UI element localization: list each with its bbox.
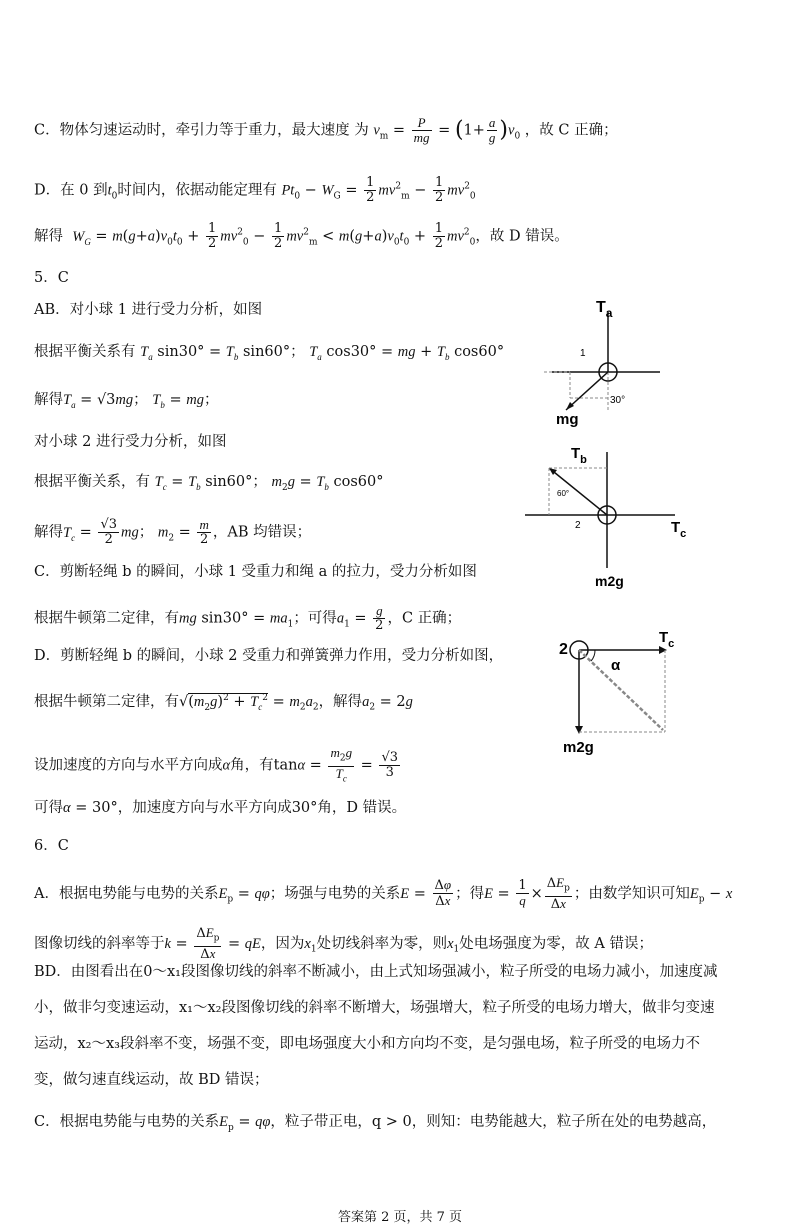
force-diagram-ball-2: [525, 440, 695, 590]
svg-text:Tb: $T_b$: [571, 445, 587, 466]
svg-text:Ta: $T_a$: [596, 299, 613, 320]
svg-text:α: α: [611, 657, 621, 674]
question-6-answer: 6．C: [34, 838, 69, 854]
q5-option-d-angle: 设加速度的方向与水平方向成α角，有tanα = $\frac{m_2g}{T_c}$ = $\frac{√3}{3}$: [34, 745, 398, 784]
force-diagram-ball-1: [530, 290, 670, 430]
q5-ball2-intro: 对小球 2 进行受力分析，如图: [34, 434, 227, 450]
q5-solve-ta: 解得$T_a = √3mg$； $T_b$ = mg；: [34, 392, 219, 410]
q6-bd-line4: 变，做匀速直线运动，故 BD 错误；: [34, 1072, 269, 1088]
svg-text:1: 1: [580, 348, 586, 359]
q5-option-c-newton: 根据牛顿第二定律，有mg $\sin 30^\circ = ma_1$；可得$a_1$ = $\frac{g}{2}$ ，C 正确；: [34, 603, 462, 633]
q5-balance-2: 根据平衡关系，有 $T_c = T_b$ sin60°； $m_2g = T_b$ cos60°: [34, 474, 384, 493]
svg-text:mg: mg: [556, 411, 579, 428]
q6-bd-line3: 运动，x₂～x₃段斜率不变，场强不变，即电场强度大小和方向均不变，是匀强电场，粒子所受的电场力不: [34, 1036, 700, 1052]
svg-text:2: 2: [575, 520, 581, 531]
q6-bd-line2: 小，做非匀变速运动，x₁～x₂段图像切线的斜率不断增大，场强增大，粒子所受的电场力增大，做非匀变速: [34, 1000, 715, 1016]
svg-text:Tc: $T_c$: [671, 519, 687, 540]
q6-option-a: A．根据电势能与电势的关系$E_p = q\varphi$；场强与电势的关系E = $\frac{\Delta\varphi}{\Delta x}$ ；得E = $\frac{1}{q}$ × $\frac{\Delta E_p}{\Delta x}$ ；由数学知识可知$E_p - x$: [34, 875, 733, 912]
svg-text:2: 2: [559, 641, 568, 658]
q5-option-c: C．剪断轻绳 b 的瞬间，小球 1 受重力和绳 a 的拉力，受力分析如图: [34, 564, 477, 580]
q5-balance-1: 根据平衡关系有 $T_a$ $\sin 30^\circ = T_b$ sin60°； $T_a$ cos30° = mg + $T_b$ cos60°: [34, 344, 505, 362]
q5-ab-intro: AB．对小球 1 进行受力分析，如图: [34, 302, 263, 318]
force-diagram-ball-2-cut: [555, 628, 695, 758]
option-d-q4: D．在 0 到$t_0$时间内，依据动能定理有 $Pt_0 - W_G$ = $\frac{1}{2}$ $mv^2_m$ − $\frac{1}{2}$ $mv^2_0$: [34, 175, 476, 205]
svg-text:m2g: m2g: [563, 739, 594, 756]
q5-solve-tc: 解得$T_c$ = $\frac{√3}{2}$ mg； $m_2$ = $\frac{m}{2}$ ，AB 均错误；: [34, 517, 312, 547]
q5-option-d: D．剪断轻绳 b 的瞬间，小球 2 受重力和弹簧弹力作用，受力分析如图，: [34, 648, 504, 664]
q6-option-a-slope: 图像切线的斜率等于k = $\frac{\Delta E_p}{\Delta x}$ = qE，因为$x_1$处切线斜率为零，则$x_1$处电场强度为零，故 A 错误；: [34, 925, 653, 962]
svg-text:Tc: $T_c$: [659, 629, 675, 650]
page-footer: 答案第 2 页，共 7 页: [337, 1210, 463, 1225]
svg-text:60°: 60°: [557, 489, 570, 498]
solve-wg: 解得 $W_G = m(g+a)v_0t_0$ + $\frac{1}{2}$ $mv^2_0$ − $\frac{1}{2}$ $mv^2_m < m(g+a)v_0t_0$ + $\frac{1}{2}$ $mv^2_0$，故 D 错误。: [34, 221, 569, 251]
svg-text:m2g: m2g: [595, 573, 624, 589]
option-c-q4: C．物体匀速运动时，牵引力等于重力，最大速度 为 $v_m$ = $\frac{P}{mg}$ = (1+ $\frac{a}{g}$ )$v_0$ ，故 C 正确；: [34, 115, 618, 145]
question-5-answer: 5．C: [34, 270, 69, 286]
q5-option-d-result: 可得α = 30°，加速度方向与水平方向成30°角，D 错误。: [34, 800, 407, 816]
svg-text:30°: 30°: [610, 395, 626, 406]
q5-option-d-newton: 根据牛顿第二定律，有$√(m_2g)^2 + T_c^2 = m_2a_2$，解得$a_2 = 2g$: [34, 693, 413, 713]
q6-option-c: C．根据电势能与电势的关系$E_p = q\varphi$，粒子带正电，q > 0，则知：电势能越大，粒子所在处的电势越高，: [34, 1114, 717, 1133]
q6-bd-line1: BD．由图看出在0～x₁段图像切线的斜率不断减小，由上式知场强减小，粒子所受的电场力减小，加速度减: [34, 964, 718, 980]
